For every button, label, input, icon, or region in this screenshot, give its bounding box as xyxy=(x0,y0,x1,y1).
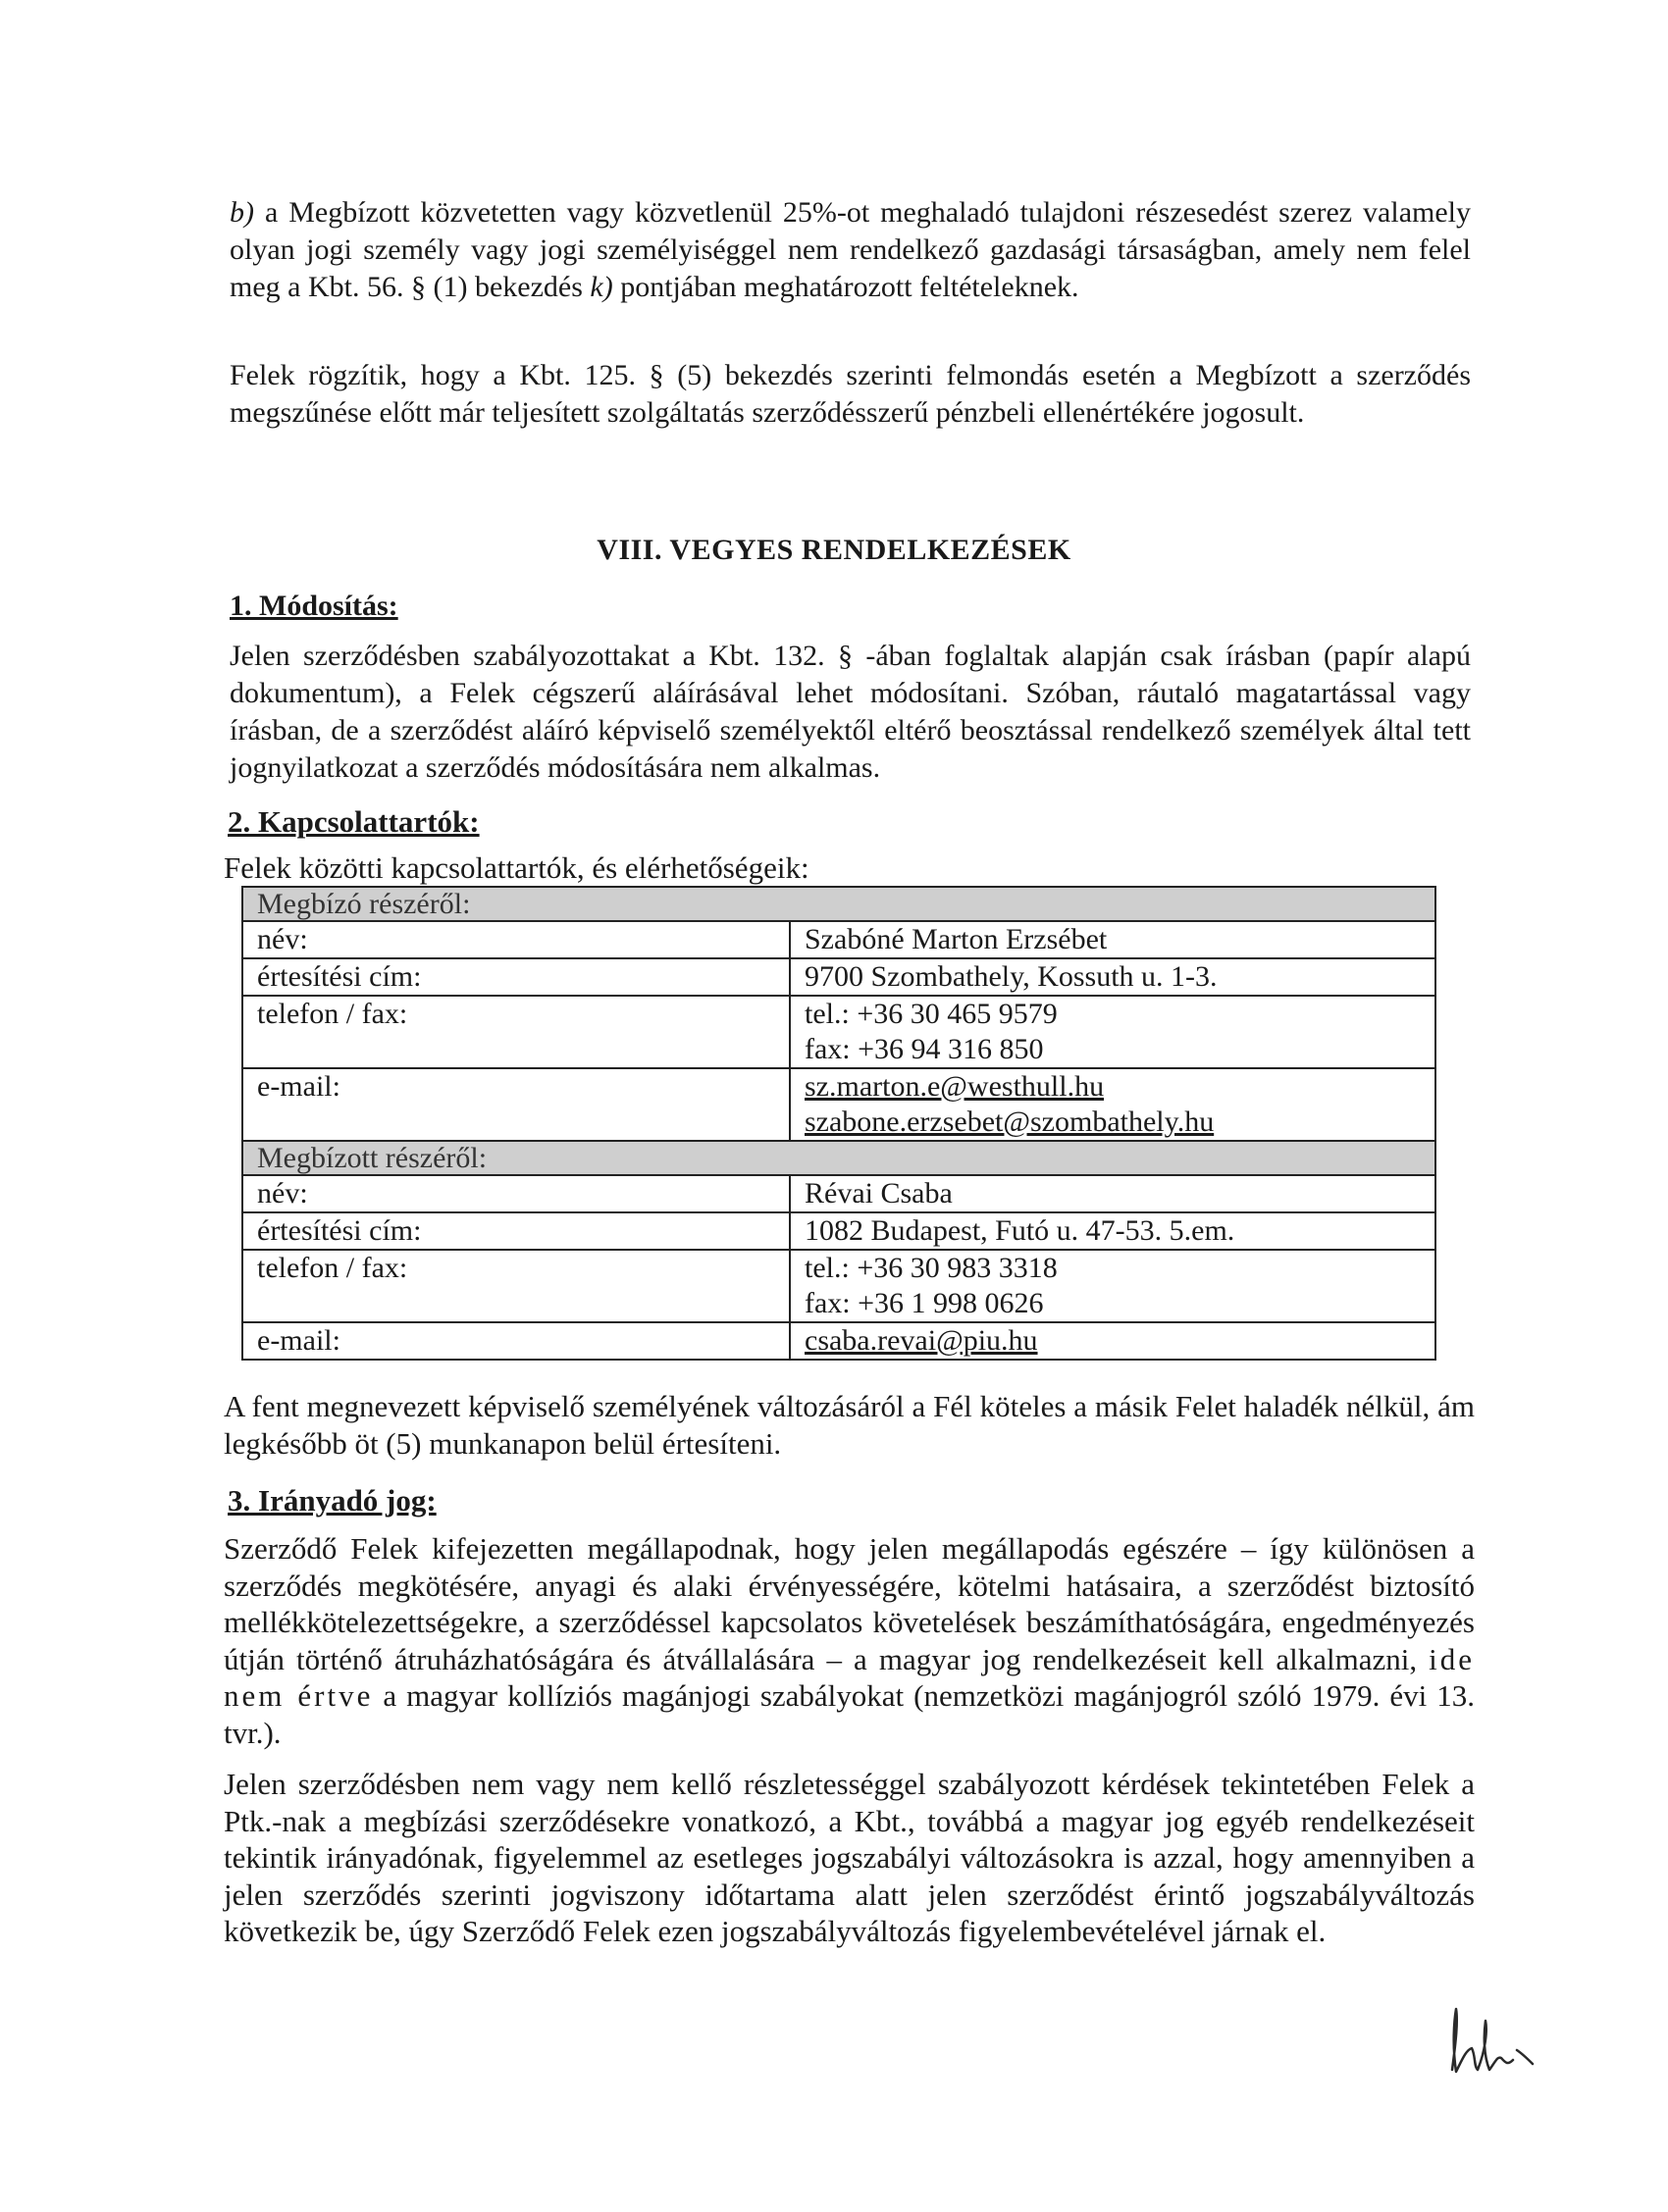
agent-tel: tel.: +36 30 983 3318 xyxy=(805,1252,1058,1284)
table-row xyxy=(242,921,1435,958)
client-phone-label: telefon / fax: xyxy=(242,996,790,1068)
contacts-intro: Felek közötti kapcsolattartók, és elérhetőségeik: xyxy=(224,850,809,885)
client-email-cell xyxy=(790,1068,1435,1141)
agent-header: Megbízott részéről: xyxy=(242,1141,1435,1175)
agent-phone-cell xyxy=(790,1250,1435,1322)
paragraph-governing-law xyxy=(224,1530,1475,1751)
table-row xyxy=(242,1068,1435,1141)
agent-address: 1082 Budapest, Futó u. 47-53. 5.em. xyxy=(790,1212,1435,1250)
agent-name-label: név: xyxy=(242,1175,790,1212)
governing-law-text-2: a magyar kollíziós magánjogi szabályokat (nemzetközi magánjogról szóló 1979. évi 13. tvr.). xyxy=(224,1678,1476,1750)
section-title: VIII. VEGYES RENDELKEZÉSEK xyxy=(597,534,1071,566)
table-row xyxy=(242,958,1435,996)
client-header: Megbízó részéről: xyxy=(242,887,1435,921)
signature-icon xyxy=(1442,2001,1590,2089)
paragraph-termination: Felek rögzítik, hogy a Kbt. 125. § (5) bekezdés szerinti felmondás esetén a Megbízott a szerződés megszűnése előtt már teljesített szolgáltatás szerződésszerű pénzbeli ellenértékére jogosult. xyxy=(230,359,1471,429)
subsection-heading-3: 3. Irányadó jog: xyxy=(228,1483,437,1518)
table-row xyxy=(242,1175,1435,1212)
client-phone-cell xyxy=(790,996,1435,1068)
table-row xyxy=(242,996,1435,1068)
table-row xyxy=(242,1322,1435,1360)
client-name-label: név: xyxy=(242,921,790,958)
contacts-table xyxy=(241,886,1436,1361)
client-email-link-2[interactable]: szabone.erzsebet@szombathely.hu xyxy=(805,1106,1215,1138)
governing-law-text-1: Szerződő Felek kifejezetten megállapodnak, hogy jelen megállapodás egészére – így különösen a szerződés megkötésére, anyagi és alaki érvényességére, kötelmi hatásaira, a szerződést biztosító mellékkötelezettségekre, a szerződéssel kapcsolatos követelések beszámíthatóságára, engedményezés útján történő átruházhatóságára és átvállalására – a magyar jog rendelkezéseit kell alkalmazni, xyxy=(224,1531,1475,1676)
client-email-link-1[interactable]: sz.marton.e@westhull.hu xyxy=(805,1070,1105,1103)
agent-email-label: e-mail: xyxy=(242,1322,790,1360)
item-marker: b) xyxy=(230,196,254,229)
paragraph-b-text-2: pontjában meghatározott feltételeknek. xyxy=(612,271,1079,303)
agent-email-link[interactable]: csaba.revai@piu.hu xyxy=(805,1324,1038,1357)
paragraph-b-text-1: a Megbízott közvetetten vagy közvetlenül 25%-ot meghaladó tulajdoni részesedést szerez valamely olyan jogi személy vagy jogi személyiséggel nem rendelkező gazdasági társaságban, amely nem felel meg a Kbt. 56. § (1) bekezdés xyxy=(230,196,1471,303)
paragraph-applicable-rules: Jelen szerződésben nem vagy nem kellő részletességgel szabályozott kérdések tekintetében Felek a Ptk.-nak a megbízási szerződésekre vonatkozó, a Kbt., továbbá a magyar jog egyéb rendelkezéseit tekintik irányadónak, figyelemmel az esetleges jogszabályi változásokra is azzal, hogy amennyiben a jelen szerződés szerinti jogviszony időtartama alatt jelen szerződést érintő jogszabályváltozás következik be, úgy Szerződő Felek ezen jogszabályváltozás figyelembevételével járnak el. xyxy=(224,1767,1475,1948)
client-header-row xyxy=(242,887,1435,921)
client-name: Szabóné Marton Erzsébet xyxy=(790,921,1435,958)
agent-name: Révai Csaba xyxy=(790,1175,1435,1212)
client-email-label: e-mail: xyxy=(242,1068,790,1141)
subsection-heading-2: 2. Kapcsolattartók: xyxy=(228,804,480,839)
paragraph-b xyxy=(230,194,1471,306)
agent-fax: fax: +36 1 998 0626 xyxy=(805,1287,1044,1319)
paragraph-notification: A fent megnevezett képviselő személyének változásáról a Fél köteles a másik Felet haladék nélkül, ám legkésőbb öt (5) munkanapon belül értesíteni. xyxy=(224,1389,1475,1461)
point-k: k) xyxy=(590,271,613,303)
client-tel: tel.: +36 30 465 9579 xyxy=(805,998,1058,1030)
client-fax: fax: +36 94 316 850 xyxy=(805,1033,1044,1065)
client-address-label: értesítési cím: xyxy=(242,958,790,996)
agent-address-label: értesítési cím: xyxy=(242,1212,790,1250)
agent-email-cell xyxy=(790,1322,1435,1360)
client-address: 9700 Szombathely, Kossuth u. 1-3. xyxy=(790,958,1435,996)
table-row xyxy=(242,1250,1435,1322)
paragraph-modification: Jelen szerződésben szabályozottakat a Kbt. 132. § -ában foglaltak alapján csak írásban (papír alapú dokumentum), a Felek cégszerű aláírásával lehet módosítani. Szóban, ráutaló magatartással vagy írásban, de a szerződést aláíró képviselő személyektől eltérő beosztással rendelkező személyek által tett jognyilatkozat a szerződés módosítására nem alkalmas. xyxy=(230,640,1471,784)
governing-law-spaced: ide nem értve xyxy=(224,1641,1475,1713)
agent-phone-label: telefon / fax: xyxy=(242,1250,790,1322)
table-row xyxy=(242,1212,1435,1250)
subsection-heading-1: 1. Módosítás: xyxy=(230,590,398,622)
agent-header-row xyxy=(242,1141,1435,1175)
